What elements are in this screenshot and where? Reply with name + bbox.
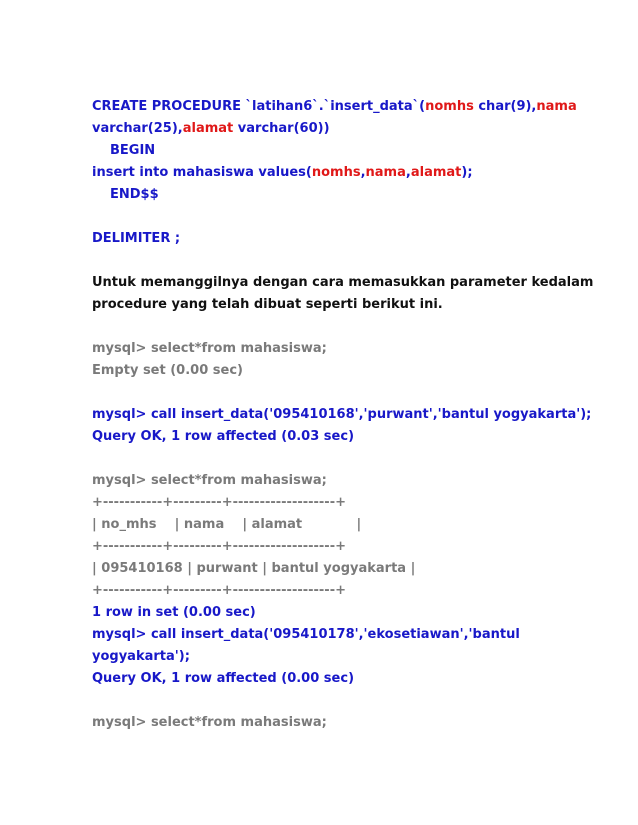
param-name: nama xyxy=(365,165,406,180)
paragraph-line-2: procedure yang telah dibuat seperti berikut ini. xyxy=(92,297,443,312)
table-header: | no_mhs | nama | alamat | xyxy=(92,517,362,532)
create-procedure-line-1 xyxy=(92,96,612,118)
param-name: alamat xyxy=(182,121,234,136)
call-insert-2-line-2: yogyakarta'); xyxy=(92,649,190,664)
param-name: nama xyxy=(536,99,577,114)
spacer xyxy=(92,206,612,228)
create-procedure-line-2 xyxy=(92,118,612,140)
code-text: CREATE PROCEDURE `latihan6`.`insert_data`( xyxy=(92,99,426,114)
spacer xyxy=(92,316,612,338)
document-page xyxy=(92,96,612,734)
select-query-1: mysql> select*from mahasiswa; xyxy=(92,341,327,356)
code-text: insert into mahasiswa values( xyxy=(92,165,312,180)
spacer xyxy=(92,382,612,404)
select-query-2: mysql> select*from mahasiswa; xyxy=(92,473,327,488)
empty-set-result: Empty set (0.00 sec) xyxy=(92,363,243,378)
rows-in-set: 1 row in set (0.00 sec) xyxy=(92,605,256,620)
paragraph-line-1: Untuk memanggilnya dengan cara memasukkan parameter kedalam xyxy=(92,275,594,290)
call-insert-2-line-1: mysql> call insert_data('095410178','ekosetiawan','bantul xyxy=(92,627,520,642)
table-separator: +-----------+---------+-------------------+ xyxy=(92,539,346,554)
param-name: alamat xyxy=(410,165,462,180)
param-name: nomhs xyxy=(425,99,474,114)
code-text: varchar(25), xyxy=(92,121,183,136)
code-text: , xyxy=(405,165,411,180)
code-text: varchar(60)) xyxy=(233,121,330,136)
query-ok-2: Query OK, 1 row affected (0.00 sec) xyxy=(92,671,355,686)
param-name: nomhs xyxy=(311,165,361,180)
spacer xyxy=(92,448,612,470)
code-text: ); xyxy=(461,165,473,180)
table-row: | 095410168 | purwant | bantul yogyakarta | xyxy=(92,561,416,576)
code-text: char(9), xyxy=(473,99,537,114)
delimiter-line: DELIMITER ; xyxy=(92,231,181,246)
table-separator: +-----------+---------+-------------------+ xyxy=(92,495,346,510)
insert-statement-line xyxy=(92,162,612,184)
spacer xyxy=(92,690,612,712)
code-text: , xyxy=(360,165,366,180)
select-query-3: mysql> select*from mahasiswa; xyxy=(92,715,327,730)
begin-keyword: BEGIN xyxy=(110,143,156,158)
spacer xyxy=(92,250,612,272)
call-insert-1: mysql> call insert_data('095410168','purwant','bantul yogyakarta'); xyxy=(92,407,592,422)
query-ok-1: Query OK, 1 row affected (0.03 sec) xyxy=(92,429,355,444)
table-separator: +-----------+---------+-------------------+ xyxy=(92,583,346,598)
end-keyword: END$$ xyxy=(110,187,159,202)
